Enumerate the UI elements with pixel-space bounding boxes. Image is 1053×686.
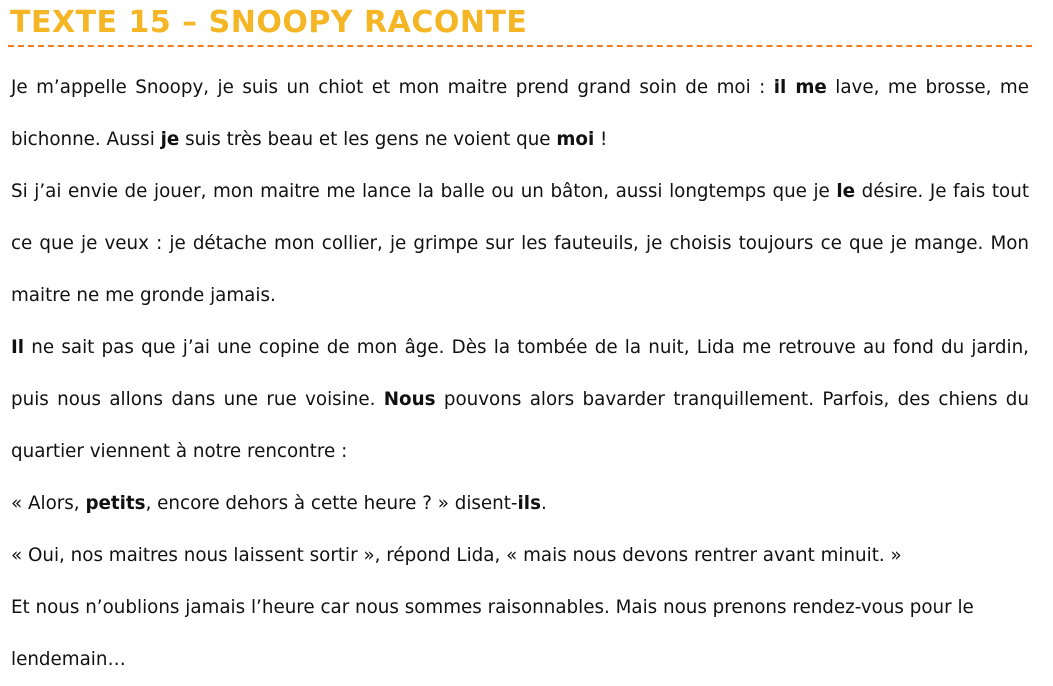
bold-word: ils: [517, 493, 541, 514]
paragraph-6: [11, 582, 1029, 686]
paragraph-2: [11, 166, 1029, 322]
text-run: !: [594, 129, 608, 150]
text-run: lave, me brosse, me bichonne. Aussi: [11, 77, 1029, 150]
text-run: Si j’ai envie de jouer, mon maitre me lance la balle ou un bâton, aussi longtemps que je: [11, 181, 837, 202]
text-run: .: [540, 493, 547, 514]
text-run: suis très beau et les gens ne voient que: [179, 129, 557, 150]
story-text: [11, 62, 1029, 686]
text-run: « Oui, nos maitres nous laissent sortir », répond Lida, « mais nous devons rentrer avant minuit. »: [11, 545, 902, 566]
paragraph-4: [11, 478, 1029, 530]
bold-word: il me: [773, 77, 827, 98]
bold-word: Nous: [383, 389, 436, 410]
paragraph-1: [11, 62, 1029, 166]
text-run: ne sait pas que j’ai une copine de mon âge. Dès la tombée de la nuit, Lida me retrouve au fond du jardin, puis nous allons dans une rue voisine.: [11, 337, 1029, 410]
bold-word: je: [160, 129, 180, 150]
text-run: , encore dehors à cette heure ? » disent-: [145, 493, 518, 514]
paragraph-5: [11, 530, 1029, 582]
text-run: « Alors,: [11, 493, 86, 514]
text-run: Je m’appelle Snoopy, je suis un chiot et mon maitre prend grand soin de moi :: [11, 77, 774, 98]
text-run: Et nous n’oublions jamais l’heure car nous sommes raisonnables. Mais nous prenons rendez-vous pour le lendemain…: [11, 597, 974, 670]
bold-word: Il: [11, 337, 25, 358]
bold-word: moi: [556, 129, 595, 150]
bold-word: le: [836, 181, 856, 202]
bold-word: petits: [85, 493, 146, 514]
paragraph-3: [11, 322, 1029, 478]
text-run: désire. Je fais tout ce que je veux : je détache mon collier, je grimpe sur les fauteuils, je choisis toujours ce que je mange. Mon maitre ne me gronde jamais.: [11, 181, 1029, 306]
title-divider: [8, 45, 1032, 47]
text-run: pouvons alors bavarder tranquillement. Parfois, des chiens du quartier viennent à notre rencontre :: [11, 389, 1030, 462]
page-title: TEXTE 15 – SNOOPY RACONTE: [10, 5, 528, 40]
